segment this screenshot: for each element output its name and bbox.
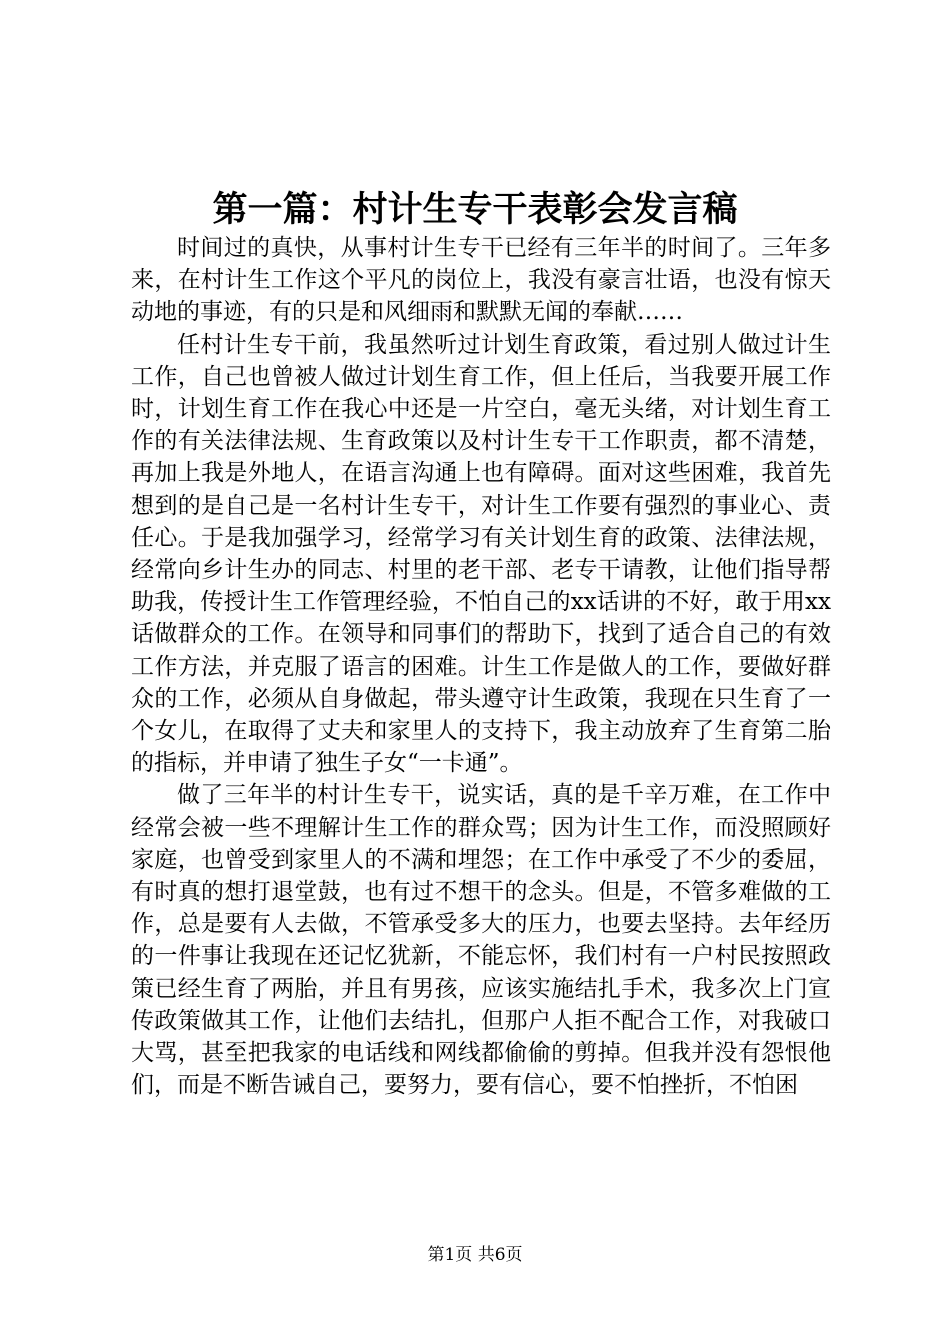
- paragraph-1: 时间过的真快，从事村计生专干已经有三年半的时间了。三年多来，在村计生工作这个平凡的岗位上，我没有豪言壮语，也没有惊天动地的事迹，有的只是和风细雨和默默无闻的奉献……: [131, 235, 831, 326]
- page-number-footer: 第1页 共6页: [427, 1245, 523, 1265]
- document-body: [131, 232, 831, 1182]
- paragraph-2: 任村计生专干前，我虽然听过计划生育政策，看过别人做过计生工作，自己也曾被人做过计划生育工作，但上任后，当我要开展工作时，计划生育工作在我心中还是一片空白，毫无头绪，对计划生育工作的有关法律法规、生育政策以及村计生专干工作职责，都不清楚，再加上我是外地人，在语言沟通上也有障碍。面对这些困难，我首先想到的是自己是一名村计生专干，对计生工作要有强烈的事业心、责任心。于是我加强学习，经常学习有关计划生育的政策、法律法规，经常向乡计生办的同志、村里的老干部、老专干请教，让他们指导帮助我，传授计生工作管理经验，不怕自己的xx话讲的不好，敢于用xx话做群众的工作。在领导和同事们的帮助下，找到了适合自己的有效工作方法，并克服了语言的困难。计生工作是做人的工作，要做好群众的工作，必须从自身做起，带头遵守计生政策，我现在只生育了一个女儿，在取得了丈夫和家里人的支持下，我主动放弃了生育第二胎的指标，并申请了独生子女“一卡通”。: [131, 331, 831, 777]
- document-title: 第一篇：村计生专干表彰会发言稿: [212, 189, 738, 230]
- paragraph-3: 做了三年半的村计生专干，说实话，真的是千辛万难，在工作中经常会被一些不理解计生工作的群众骂；因为计生工作，而没照顾好家庭，也曾受到家里人的不满和埋怨；在工作中承受了不少的委屈，有时真的想打退堂鼓，也有过不想干的念头。但是，不管多难做的工作，总是要有人去做，不管承受多大的压力，也要去坚持。去年经历的一件事让我现在还记忆犹新，不能忘怀，我们村有一户村民按照政策已经生育了两胎，并且有男孩，应该实施结扎手术，我多次上门宣传政策做其工作，让他们去结扎，但那户人拒不配合工作，对我破口大骂，甚至把我家的电话线和网线都偷偷的剪掉。但我并没有怨恨他们，而是不断告诫自己，要努力，要有信心，要不怕挫折，不怕困: [131, 782, 831, 1099]
